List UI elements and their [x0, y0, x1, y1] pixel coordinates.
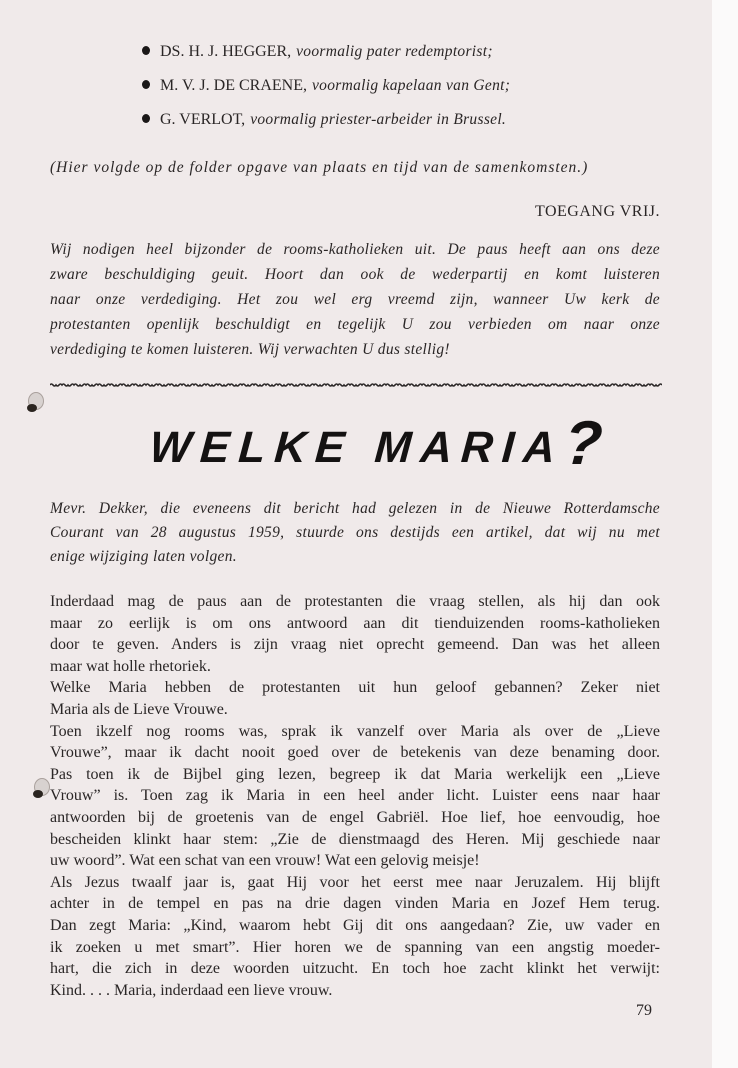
text-line: antwoorden bij de groetenis van de engel Gabriël. Hoe lief, hoe eenvoudig, hoe	[50, 809, 660, 826]
text-line: Pas toen ik de Bijbel ging lezen, begreep ik dat Maria werkelijk een „Lieve	[50, 765, 660, 783]
speaker-name: M. V. J. DE CRAENE,	[160, 77, 307, 94]
text-line: maar zo eerlijk is om ons antwoord aan dit tienduizenden rooms-katholieken	[50, 614, 660, 632]
text-line: enige wijziging laten volgen.	[50, 548, 237, 565]
text-line: uw woord”. Wat een schat van een vrouw! Wat een gelovig meisje!	[50, 852, 480, 870]
bullet-icon	[142, 80, 150, 89]
text-line: protestanten openlijk beschuldigt en tegelijk U zou verbieden om naar onze	[50, 316, 660, 333]
title-question-mark: ?	[561, 409, 605, 478]
text-line: Kind. . . . Maria, inderdaad een lieve vrouw.	[50, 981, 333, 999]
bullet-icon	[142, 114, 150, 123]
text-line: Welke Maria hebben de protestanten uit hun geloof gebannen? Zeker niet	[50, 679, 660, 697]
text-line: Toen ikzelf nog rooms was, sprak ik vanzelf over Maria als over de „Lieve	[50, 722, 660, 740]
text-line: Als Jezus twaalf jaar is, gaat Hij voor het eerst mee naar Jeruzalem. Hij blijft	[50, 873, 660, 891]
article-title	[148, 408, 605, 479]
text-line: Wij nodigen heel bijzonder de rooms-katholieken uit. De paus heeft aan ons deze	[50, 241, 660, 258]
text-line: Courant van 28 augustus 1959, stuurde ons destijds een artikel, dat wij nu met	[50, 524, 660, 541]
punch-hole-mark	[28, 392, 44, 410]
speaker-description: voormalig pater redemptorist;	[296, 43, 493, 60]
speaker-item	[142, 110, 506, 130]
text-line: Dan zegt Maria: „Kind, waarom hebt Gij dit ons aangedaan? Zie, uw vader en	[50, 917, 660, 934]
text-line: Mevr. Dekker, die eveneens dit bericht had gelezen in de Nieuwe Rotterdamsche	[50, 500, 660, 517]
speaker-description: voormalig kapelaan van Gent;	[311, 77, 511, 94]
admission-note: TOEGANG VRIJ.	[534, 203, 660, 220]
text-line: achter in de tempel en pas na drie dagen vinden Maria en Jozef Hem terug.	[50, 895, 660, 913]
page-number: 79	[636, 1002, 652, 1019]
speaker-item	[142, 42, 493, 62]
speaker-item	[142, 76, 510, 96]
text-line: Vrouwe”, maar ik dacht nooit goed over de betekenis van deze benaming door.	[50, 744, 660, 762]
bullet-icon	[142, 46, 150, 55]
scan-edge	[712, 0, 738, 1068]
text-line: Inderdaad mag de paus aan de protestanten die vraag stellen, als hij dan ook	[50, 593, 660, 610]
text-line: verdediging te komen luisteren. Wij verwachten U dus stellig!	[50, 341, 450, 358]
text-line: ik zoeken u met smart”. Hier horen we de spanning van een angstig moeder-	[50, 938, 660, 956]
text-line: maar wat holle rhetoriek.	[50, 657, 211, 675]
text-line: naar onze verdediging. Het zou wel erg vreemd zijn, wanneer Uw kerk de	[50, 291, 660, 308]
punch-hole-mark	[34, 778, 50, 796]
speaker-description: voormalig priester-arbeider in Brussel.	[250, 111, 507, 128]
folder-note: (Hier volgde op de folder opgave van plaats en tijd van de samenkomsten.)	[50, 159, 589, 176]
speaker-name: DS. H. J. HEGGER,	[160, 43, 292, 60]
text-line: zware beschuldiging geuit. Hoort dan ook de wederpartij en komt luisteren	[50, 266, 660, 283]
text-line: door te geven. Anders is zijn vraag niet oprecht gemeend. Dan was het alleen	[50, 636, 660, 654]
title-text: WELKE MARIA	[148, 423, 566, 472]
text-line: Maria als de Lieve Vrouwe.	[50, 701, 228, 718]
speaker-name: G. VERLOT,	[160, 111, 246, 128]
text-line: bescheiden klinkt haar stem: „Zie de dienstmaagd des Heren. Mij geschiede naar	[50, 830, 660, 848]
text-line: hart, die zich in deze woorden uitzucht. En toch hoe zacht klinkt het verwijt:	[50, 960, 660, 978]
wavy-divider	[50, 378, 662, 392]
text-line: Vrouw” is. Toen zag ik Maria in een heel ander licht. Luister eens naar haar	[50, 787, 660, 805]
